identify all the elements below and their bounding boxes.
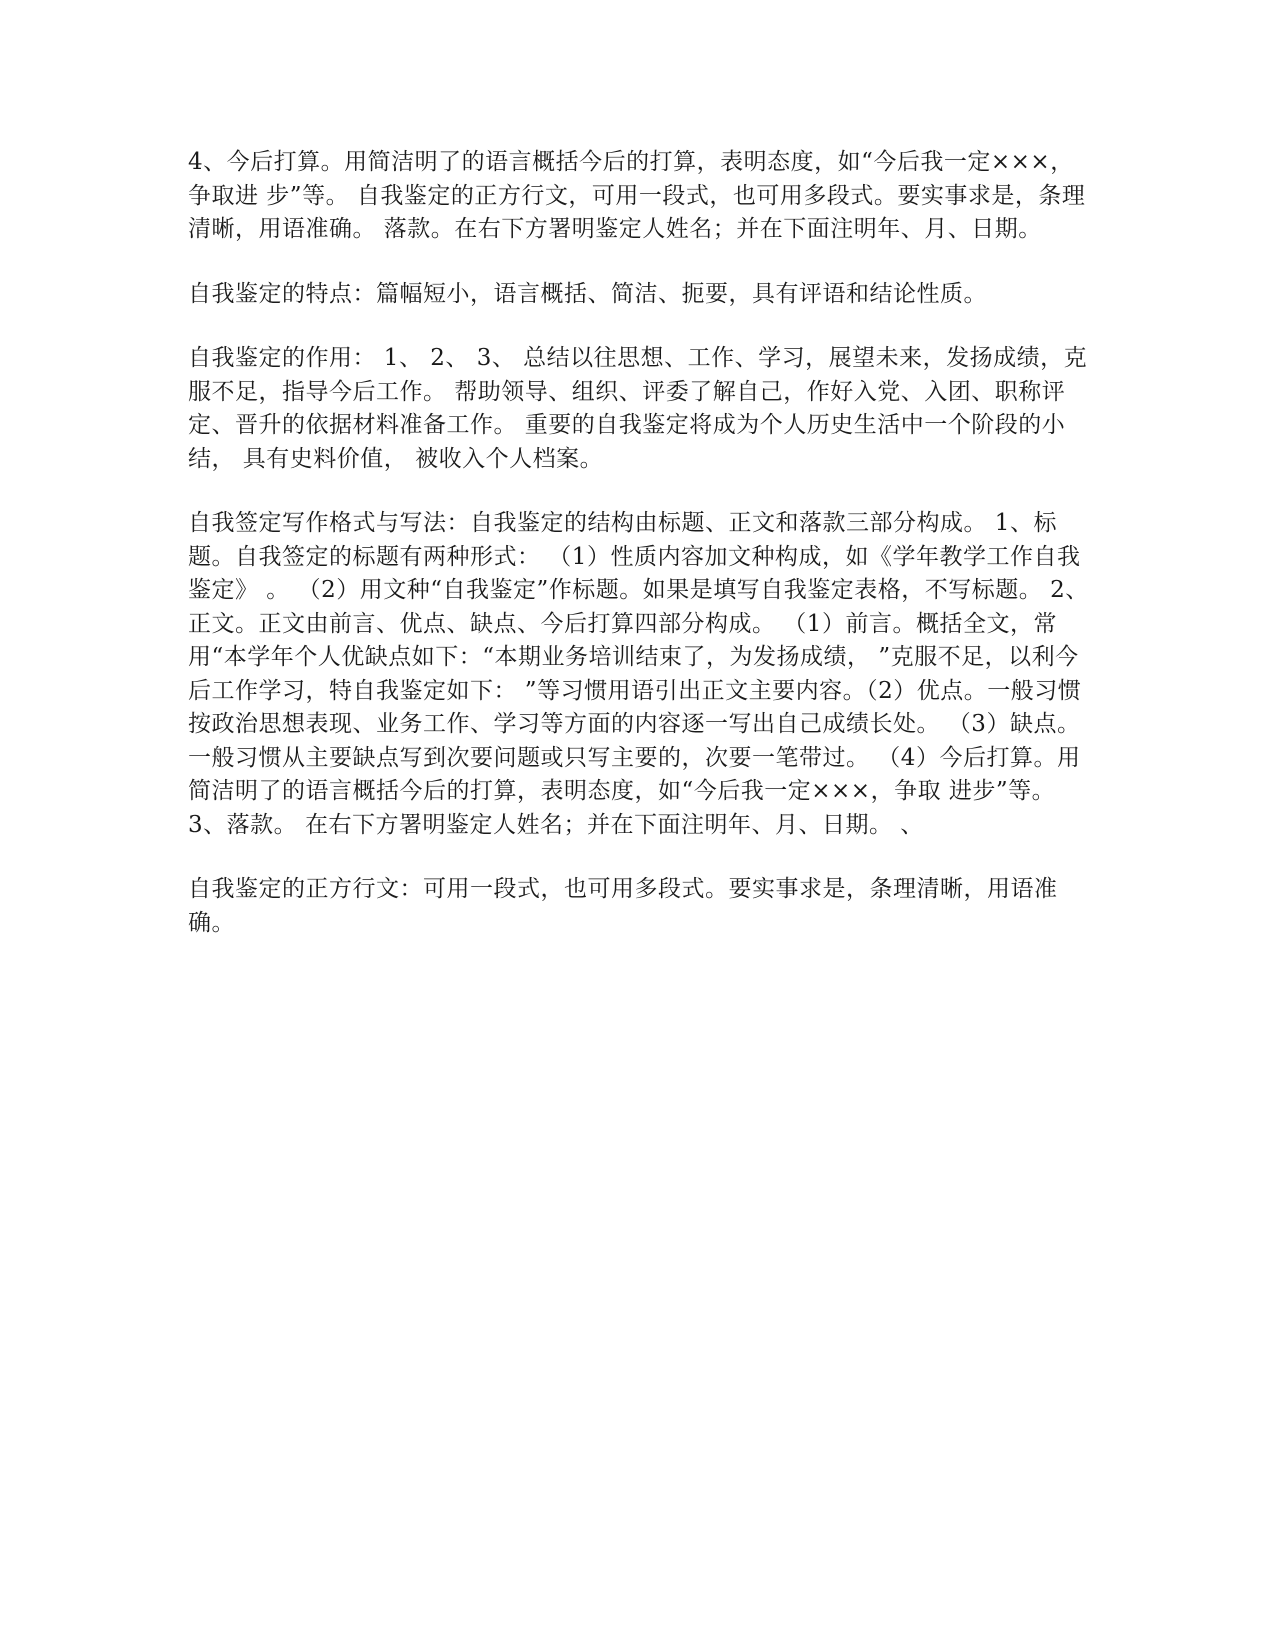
paragraph-format-and-writing: 自我签定写作格式与写法：自我鉴定的结构由标题、正文和落款三部分构成。 1、标题。自我签定的标题有两种形式： （1）性质内容加文种构成，如《学年教学工作自我鉴定》 。 （2）用文种“自我鉴定”作标题。如果是填写自我鉴定表格，不写标题。 2、正文。正文由前言、优点、缺点、今后打算四部分构成。 （1）前言。概括全文，常用“本学年个人优缺点如下：“本期业务培训结束了，为发扬成绩， ”克服不足，以利今后工作学习，特自我鉴定如下： ”等习惯用语引出正文主要内容。（2）优点。一般习惯按政治思想表现、业务工作、学习等方面的内容逐一写出自己成绩长处。 （3）缺点。一般习惯从主要缺点写到次要问题或只写主要的，次要一笔带过。 （4）今后打算。用简洁明了的语言概括今后的打算，表明态度，如“今后我一定×××，争取 进步”等。 3、落款。 在右下方署明鉴定人姓名；并在下面注明年、月、日期。 、 — [188, 510, 1089, 838]
paragraph-body-style: 自我鉴定的正方行文：可用一段式，也可用多段式。要实事求是，条理清晰，用语准确。 — [188, 876, 1058, 936]
paragraph-purpose: 自我鉴定的作用： 1、 2、 3、 总结以往思想、工作、学习，展望未来，发扬成绩，克服不足，指导今后工作。 帮助领导、组织、评委了解自己，作好入党、入团、职称评定、晋升的依据材料准备工作。 重要的自我鉴定将成为个人历史生活中一个阶段的小结， 具有史料价值， 被收入个人档案。 — [188, 345, 1088, 472]
paragraph-future-plans: 4、今后打算。用简洁明了的语言概括今后的打算，表明态度，如“今后我一定×××，争取进 步”等。 自我鉴定的正方行文，可用一段式，也可用多段式。要实事求是，条理清晰，用语准确。 落款。在右下方署明鉴定人姓名；并在下面注明年、月、日期。 — [188, 149, 1086, 242]
paragraph-characteristics: 自我鉴定的特点：篇幅短小，语言概括、简洁、扼要，具有评语和结论性质。 — [188, 280, 987, 307]
document-body — [188, 146, 1092, 971]
